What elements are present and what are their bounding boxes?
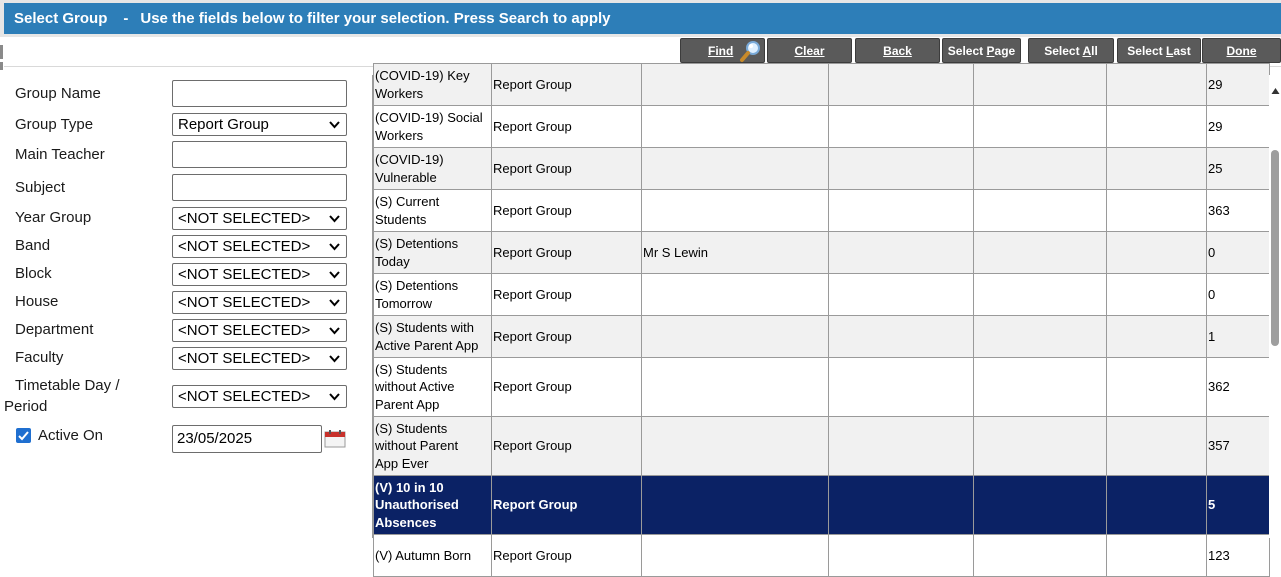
group-name-line: (S) Current: [375, 194, 440, 209]
year-group-value: <NOT SELECTED>: [178, 210, 311, 227]
group-name-line: (V) Autumn Born: [375, 547, 472, 563]
group-name-cell[interactable]: [374, 64, 492, 106]
active-on-label: Active On: [38, 427, 104, 444]
edge-marker: [0, 45, 3, 59]
empty-cell[interactable]: [974, 476, 1107, 535]
title-bar: [0, 0, 1281, 37]
empty-cell[interactable]: [1107, 417, 1207, 476]
group-name-cell[interactable]: [374, 232, 492, 274]
group-name-line: Unauthorised: [375, 497, 459, 513]
group-name-cell[interactable]: [374, 476, 492, 535]
table-row[interactable]: [374, 64, 1270, 106]
member-count-cell[interactable]: 1: [1207, 316, 1270, 358]
timetable-label-line1: Timetable Day /: [15, 377, 120, 394]
member-count-cell[interactable]: 357: [1207, 417, 1270, 476]
group-type-cell[interactable]: Report Group: [492, 274, 642, 316]
find-label: Find: [708, 44, 734, 58]
done-button[interactable]: [1202, 38, 1281, 63]
select-page-label-c: age: [994, 44, 1016, 58]
group-name-line: Students: [375, 211, 427, 227]
year-group-select[interactable]: [172, 207, 347, 230]
chevron-down-icon: [328, 212, 341, 225]
main-teacher-label: Main Teacher: [15, 146, 105, 163]
timetable-select[interactable]: [172, 385, 347, 408]
teacher-cell[interactable]: [642, 358, 829, 417]
active-on-date-input[interactable]: 23/05/2025: [172, 425, 322, 453]
group-name-line: Workers: [375, 127, 424, 143]
group-name-cell[interactable]: [374, 106, 492, 148]
empty-cell[interactable]: [829, 316, 974, 358]
empty-cell[interactable]: [829, 476, 974, 535]
table-row[interactable]: [374, 535, 1270, 577]
member-count-cell[interactable]: 0: [1207, 274, 1270, 316]
group-type-label: Group Type: [15, 116, 94, 133]
group-name-line: App Ever: [375, 455, 429, 471]
empty-cell[interactable]: [829, 232, 974, 274]
member-count-cell[interactable]: 29: [1207, 106, 1270, 148]
teacher-cell[interactable]: [642, 476, 829, 535]
empty-cell[interactable]: [829, 535, 974, 577]
magnifier-icon: [740, 40, 762, 62]
empty-cell[interactable]: [1107, 106, 1207, 148]
group-name-line: Tomorrow: [375, 295, 433, 311]
group-name-line: without Active: [375, 379, 455, 395]
member-count-cell[interactable]: 29: [1207, 64, 1270, 106]
chevron-down-icon: [328, 240, 341, 253]
select-last-label-b: L: [1166, 44, 1174, 58]
faculty-label: Faculty: [15, 349, 64, 366]
empty-cell[interactable]: [1107, 316, 1207, 358]
group-name-line: (S) Detentions: [375, 236, 459, 251]
member-count-cell[interactable]: 0: [1207, 232, 1270, 274]
scroll-up-arrow-icon[interactable]: [1271, 87, 1280, 95]
table-row[interactable]: [374, 232, 1270, 274]
empty-cell[interactable]: [1107, 232, 1207, 274]
block-select[interactable]: [172, 263, 347, 286]
group-name-cell[interactable]: [374, 148, 492, 190]
group-name-cell[interactable]: [374, 358, 492, 417]
empty-cell[interactable]: [1107, 476, 1207, 535]
chevron-down-icon: [328, 296, 341, 309]
empty-cell[interactable]: [974, 316, 1107, 358]
select-all-button[interactable]: [1028, 38, 1114, 63]
empty-cell[interactable]: [1107, 535, 1207, 577]
empty-cell[interactable]: [1107, 190, 1207, 232]
grid-scrollbar[interactable]: [1269, 75, 1281, 538]
checkmark-icon: [17, 429, 30, 442]
chevron-down-icon: [328, 390, 341, 403]
empty-cell[interactable]: [974, 417, 1107, 476]
group-name-input[interactable]: [172, 80, 347, 107]
group-name-cell[interactable]: [374, 535, 492, 577]
teacher-cell[interactable]: [642, 274, 829, 316]
table-row[interactable]: [374, 358, 1270, 417]
page-title: Select Group: [14, 10, 108, 27]
select-all-label-b: A: [1082, 44, 1092, 58]
empty-cell[interactable]: [974, 190, 1107, 232]
faculty-select[interactable]: [172, 347, 347, 370]
empty-cell[interactable]: [829, 190, 974, 232]
teacher-cell[interactable]: [642, 64, 829, 106]
empty-cell[interactable]: [829, 148, 974, 190]
select-last-label-a: Select: [1127, 44, 1166, 58]
group-name-line: (S) Students: [375, 361, 448, 377]
table-row-selected[interactable]: [374, 476, 1270, 535]
done-label: Done: [1226, 44, 1257, 58]
empty-cell[interactable]: [974, 232, 1107, 274]
member-count-cell[interactable]: 123: [1207, 535, 1270, 577]
group-name-label: Group Name: [15, 85, 101, 102]
table-row[interactable]: [374, 274, 1270, 316]
group-type-cell[interactable]: Report Group: [492, 316, 642, 358]
teacher-cell[interactable]: [642, 316, 829, 358]
clear-label: Clear: [794, 44, 825, 58]
clear-button[interactable]: [767, 38, 852, 63]
select-all-label-a: Select: [1044, 44, 1083, 58]
house-label: House: [15, 293, 59, 310]
block-value: <NOT SELECTED>: [178, 266, 311, 283]
select-page-button[interactable]: [942, 38, 1021, 63]
department-label: Department: [15, 321, 94, 338]
teacher-cell[interactable]: [642, 417, 829, 476]
timetable-value: <NOT SELECTED>: [178, 388, 311, 405]
empty-cell[interactable]: [974, 64, 1107, 106]
group-type-cell[interactable]: Report Group: [492, 535, 642, 577]
main-teacher-input[interactable]: [172, 141, 347, 168]
select-page-label-a: Select: [947, 44, 987, 58]
teacher-cell[interactable]: [642, 190, 829, 232]
department-select[interactable]: [172, 319, 347, 342]
empty-cell[interactable]: [1107, 148, 1207, 190]
table-row[interactable]: [374, 417, 1270, 476]
group-table: [373, 63, 1270, 577]
empty-cell[interactable]: [829, 64, 974, 106]
select-last-label-c: ast: [1173, 44, 1191, 58]
group-name-line: Parent App: [375, 396, 440, 412]
teacher-cell[interactable]: [642, 106, 829, 148]
house-value: <NOT SELECTED>: [178, 294, 311, 311]
group-name-line: Absences: [375, 514, 437, 530]
group-type-value: Report Group: [178, 116, 269, 133]
teacher-cell[interactable]: [642, 148, 829, 190]
find-button[interactable]: [680, 38, 765, 63]
empty-cell[interactable]: [829, 358, 974, 417]
select-page-label-b: P: [986, 44, 995, 58]
empty-cell[interactable]: [829, 106, 974, 148]
empty-cell[interactable]: [1107, 358, 1207, 417]
group-name-line: Active Parent App: [375, 337, 479, 353]
teacher-cell[interactable]: [642, 535, 829, 577]
group-type-cell[interactable]: Report Group: [492, 106, 642, 148]
faculty-value: <NOT SELECTED>: [178, 350, 311, 367]
group-name-line: (COVID-19) Social: [375, 110, 483, 125]
subject-label: Subject: [15, 179, 66, 196]
department-value: <NOT SELECTED>: [178, 322, 311, 339]
member-count-cell[interactable]: 5: [1207, 476, 1270, 535]
member-count-cell[interactable]: 363: [1207, 190, 1270, 232]
table-row[interactable]: [374, 148, 1270, 190]
chevron-down-icon: [328, 324, 341, 337]
table-row[interactable]: [374, 190, 1270, 232]
empty-cell[interactable]: [829, 274, 974, 316]
chevron-down-icon: [328, 352, 341, 365]
group-type-cell[interactable]: Report Group: [492, 232, 642, 274]
band-select[interactable]: [172, 235, 347, 258]
empty-cell[interactable]: [974, 358, 1107, 417]
group-name-cell[interactable]: [374, 417, 492, 476]
house-select[interactable]: [172, 291, 347, 314]
title-banner: [4, 3, 1281, 34]
select-all-label-c: ll: [1091, 44, 1098, 58]
timetable-label-line2: Period: [4, 398, 48, 415]
scrollbar-thumb[interactable]: [1271, 150, 1279, 346]
group-grid: [372, 68, 1268, 563]
member-count-cell[interactable]: 25: [1207, 148, 1270, 190]
group-type-cell[interactable]: Report Group: [492, 64, 642, 106]
table-row[interactable]: [374, 316, 1270, 358]
group-name-cell[interactable]: [374, 190, 492, 232]
group-type-cell[interactable]: Report Group: [492, 417, 642, 476]
empty-cell[interactable]: [974, 148, 1107, 190]
empty-cell[interactable]: [1107, 64, 1207, 106]
back-button[interactable]: [855, 38, 940, 63]
title-separator: -: [123, 10, 129, 27]
group-type-cell[interactable]: Report Group: [492, 358, 642, 417]
group-name-line: Vulnerable: [375, 169, 437, 185]
back-label: Back: [883, 44, 912, 58]
calendar-icon[interactable]: [324, 430, 346, 448]
group-name-cell[interactable]: [374, 274, 492, 316]
table-row[interactable]: [374, 106, 1270, 148]
group-name-line: Today: [375, 253, 410, 269]
year-group-label: Year Group: [15, 209, 92, 226]
group-name-line: (COVID-19) Key: [375, 68, 470, 83]
group-name-line: without Parent: [375, 438, 459, 454]
block-label: Block: [15, 265, 52, 282]
chevron-down-icon: [328, 268, 341, 281]
empty-cell[interactable]: [974, 274, 1107, 316]
empty-cell[interactable]: [1107, 274, 1207, 316]
filter-panel: [0, 70, 365, 538]
group-type-cell[interactable]: Report Group: [492, 190, 642, 232]
member-count-cell[interactable]: 362: [1207, 358, 1270, 417]
empty-cell[interactable]: [974, 535, 1107, 577]
instructions-text: Use the fields below to filter your selection. Press Search to apply: [140, 10, 611, 27]
subject-input[interactable]: [172, 174, 347, 201]
group-type-cell[interactable]: Report Group: [492, 148, 642, 190]
band-label: Band: [15, 237, 51, 254]
empty-cell[interactable]: [974, 106, 1107, 148]
empty-cell[interactable]: [829, 417, 974, 476]
group-type-select[interactable]: [172, 113, 347, 136]
teacher-cell[interactable]: Mr S Lewin: [642, 232, 829, 274]
group-name-line: (S) Detentions: [375, 278, 459, 293]
select-last-button[interactable]: [1117, 38, 1201, 63]
group-name-line: (S) Students: [375, 420, 448, 436]
group-name-line: (V) 10 in 10: [375, 479, 444, 495]
active-on-checkbox[interactable]: [16, 428, 31, 443]
chevron-down-icon: [328, 118, 341, 131]
group-name-line: (COVID-19): [375, 152, 444, 167]
group-name-cell[interactable]: [374, 316, 492, 358]
group-name-line: (S) Students with: [375, 320, 474, 335]
group-name-line: Workers: [375, 85, 424, 101]
group-type-cell[interactable]: Report Group: [492, 476, 642, 535]
band-value: <NOT SELECTED>: [178, 238, 311, 255]
